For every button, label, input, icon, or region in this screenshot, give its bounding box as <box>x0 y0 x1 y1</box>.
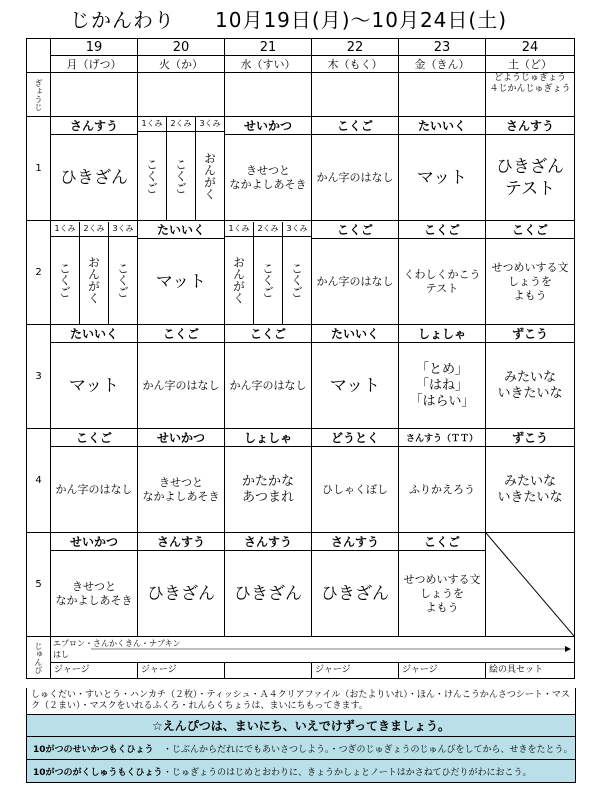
weekday: 火（か） <box>138 56 225 73</box>
event-cell <box>225 73 312 117</box>
period-3-subject-row <box>27 325 575 343</box>
no-class-cell <box>486 533 575 637</box>
split-subject: こくご <box>289 262 304 298</box>
lesson-content: マット <box>399 135 486 221</box>
lesson-content: ふりかえろう <box>399 447 486 533</box>
lesson-content: ひきざん <box>225 551 312 637</box>
subject: こくご <box>312 221 399 239</box>
subject: ずこう <box>486 325 575 343</box>
period-label: 3 <box>27 325 51 429</box>
subject: さんすう <box>312 533 399 551</box>
lesson-content: ひきざん <box>138 551 225 637</box>
event-cell-saturday: どようじゅぎょう ４じかんじゅぎょう <box>486 73 575 117</box>
page-title <box>70 4 507 33</box>
lesson-content: かん字のはなし <box>225 343 312 429</box>
corner-cell <box>27 39 51 73</box>
class-head: 2くみ <box>80 222 108 237</box>
lesson-content: かたかな あつまれ <box>225 447 312 533</box>
subject: さんすう <box>138 533 225 551</box>
subject: さんすう <box>51 117 138 135</box>
weekday: 月（げつ） <box>51 56 138 73</box>
arrow-icon <box>91 645 571 653</box>
period-5-subject-row <box>27 533 575 551</box>
weekday: 水（すい） <box>225 56 312 73</box>
prep-item: ジャージ <box>51 663 138 679</box>
weekday: 金（きん） <box>399 56 486 73</box>
day-number: 22 <box>312 39 399 56</box>
subject: たいいく <box>51 325 138 343</box>
subject: たいいく <box>312 325 399 343</box>
subject: こくご <box>138 325 225 343</box>
prep-items-row <box>27 663 575 679</box>
period-4-subject-row <box>27 429 575 447</box>
lesson-content: きせつと なかよしあそき <box>138 447 225 533</box>
lesson-content: 「とめ」 「はね」 「はらい」 <box>399 343 486 429</box>
prep-item: ジャージ <box>138 663 225 679</box>
prep-monday-note: エプロン・さんかくきん・ナプキン はし <box>51 637 575 663</box>
subject: こくご <box>399 533 486 551</box>
lesson-content: ひきざん <box>312 551 399 637</box>
lesson-content: かん字のはなし <box>312 135 399 221</box>
event-cell <box>399 73 486 117</box>
day-number-row <box>27 39 575 56</box>
class-head: 1くみ <box>225 222 253 237</box>
subject: こくご <box>312 117 399 135</box>
weekday: 土（ど） <box>486 56 575 73</box>
event-cell <box>138 73 225 117</box>
subject: どうとく <box>312 429 399 447</box>
lesson-content: せつめいする文 しょうを よもう <box>486 239 575 325</box>
subject: しょしゃ <box>225 429 312 447</box>
period-1-content-row <box>27 135 575 221</box>
title-left: じかんわり <box>70 8 175 32</box>
class-head: 3くみ <box>283 222 311 237</box>
period-1-subject-row <box>27 117 575 135</box>
daily-items-note: しゅくだい・すいとう・ハンカチ（２枚）・ティッシュ・Ａ４クリアファイル（おたよりいれ）・ほん・けんこうかんさつシート・マスク（２まい）・マスクをいれるふくろ・れんらくちょうは、まいにちもってきます。 <box>31 690 570 711</box>
lesson-content: くわしくかこう テスト <box>399 239 486 325</box>
goal-label: 10がつのがくしゅうもくひょう <box>33 767 163 778</box>
subject: こくご <box>399 221 486 239</box>
lesson-content: かん字のはなし <box>312 239 399 325</box>
class-head: 3くみ <box>109 222 137 237</box>
lesson-content: きせつと なかよしあそき <box>225 135 312 221</box>
split-subject: こくご <box>144 158 159 194</box>
goal-text: ・じゅぎょうのはじめとおわりに、きょうかしょとノートはかさねてひだりがわにおこう。 <box>163 767 532 778</box>
split-subject: こくご <box>173 158 188 194</box>
subject: さんすう（ＴＴ） <box>399 429 486 447</box>
lesson-content: ひきざん <box>51 135 138 221</box>
split-cell <box>225 221 312 325</box>
split-cell <box>138 117 225 221</box>
lesson-content: みたいな いきたいな <box>486 447 575 533</box>
split-subject: おんがく <box>202 152 217 200</box>
lesson-content: かん字のはなし <box>51 447 138 533</box>
goal-row <box>27 736 575 759</box>
class-head: 1くみ <box>51 222 79 237</box>
event-cell <box>312 73 399 117</box>
split-subject: おんがく <box>86 256 101 304</box>
day-number: 19 <box>51 39 138 56</box>
prep-top-row <box>27 637 575 663</box>
events-label: ぎょうじ <box>27 73 51 117</box>
split-subject: こくご <box>260 262 275 298</box>
subject: たいいく <box>138 221 225 239</box>
split-subject: こくご <box>115 262 130 298</box>
subject: こくご <box>225 325 312 343</box>
lesson-content: せつめいする文 しょうを よもう <box>399 551 486 637</box>
split-subject: こくご <box>57 262 72 298</box>
subject: せいかつ <box>138 429 225 447</box>
subject: せいかつ <box>51 533 138 551</box>
split-cell <box>51 221 138 325</box>
subject: しょしゃ <box>399 325 486 343</box>
lesson-content: マット <box>138 239 225 325</box>
period-4-content-row <box>27 447 575 533</box>
lesson-content: かん字のはなし <box>138 343 225 429</box>
goal-label: 10がつのせいかつもくひょう <box>33 744 154 755</box>
day-number: 21 <box>225 39 312 56</box>
notes-block <box>26 688 576 783</box>
title-dates: 10月19日(月)～10月24日(土) <box>215 8 508 32</box>
weekday: 木（もく） <box>312 56 399 73</box>
period-label: 5 <box>27 533 51 637</box>
prep-item <box>225 663 312 679</box>
prep-item: 絵の具セット <box>486 663 575 679</box>
day-number: 20 <box>138 39 225 56</box>
period-label: 1 <box>27 117 51 221</box>
subject: せいかつ <box>225 117 312 135</box>
lesson-content: マット <box>312 343 399 429</box>
diagonal-line <box>486 533 574 636</box>
period-3-content-row <box>27 343 575 429</box>
class-head: 1くみ <box>138 117 166 132</box>
lesson-content: ひしゃくぼし <box>312 447 399 533</box>
prep-item: ジャージ <box>399 663 486 679</box>
subject: こくご <box>51 429 138 447</box>
goal-row <box>27 759 575 782</box>
day-number: 23 <box>399 39 486 56</box>
weekday-row <box>27 56 575 73</box>
class-head: 2くみ <box>167 117 195 132</box>
class-head: 2くみ <box>254 222 282 237</box>
subject: ずこう <box>486 429 575 447</box>
lesson-content: マット <box>51 343 138 429</box>
events-row <box>27 73 575 117</box>
subject: こくご <box>486 221 575 239</box>
subject: さんすう <box>486 117 575 135</box>
pencil-note: ☆えんぴつは、まいにち、いえでけずってきましょう。 <box>27 714 575 736</box>
subject: さんすう <box>225 533 312 551</box>
period-label: 2 <box>27 221 51 325</box>
timetable <box>26 38 575 679</box>
prep-item: ジャージ <box>312 663 399 679</box>
lesson-content: きせつと なかよしあそき <box>51 551 138 637</box>
event-cell <box>51 73 138 117</box>
prep-label: じゅんび <box>27 637 51 679</box>
period-2-subject-row <box>27 221 575 239</box>
split-subject: おんがく <box>231 256 246 304</box>
class-head: 3くみ <box>196 117 224 132</box>
lesson-content: ひきざん テスト <box>486 135 575 221</box>
lesson-content: みたいな いきたいな <box>486 343 575 429</box>
period-label: 4 <box>27 429 51 533</box>
goal-text: ・じぶんからだれにでもあいさつしよう。・つぎのじゅぎょうのじゅんびをしてから、せきをたとう。 <box>163 744 573 755</box>
day-number: 24 <box>486 39 575 56</box>
subject: たいいく <box>399 117 486 135</box>
